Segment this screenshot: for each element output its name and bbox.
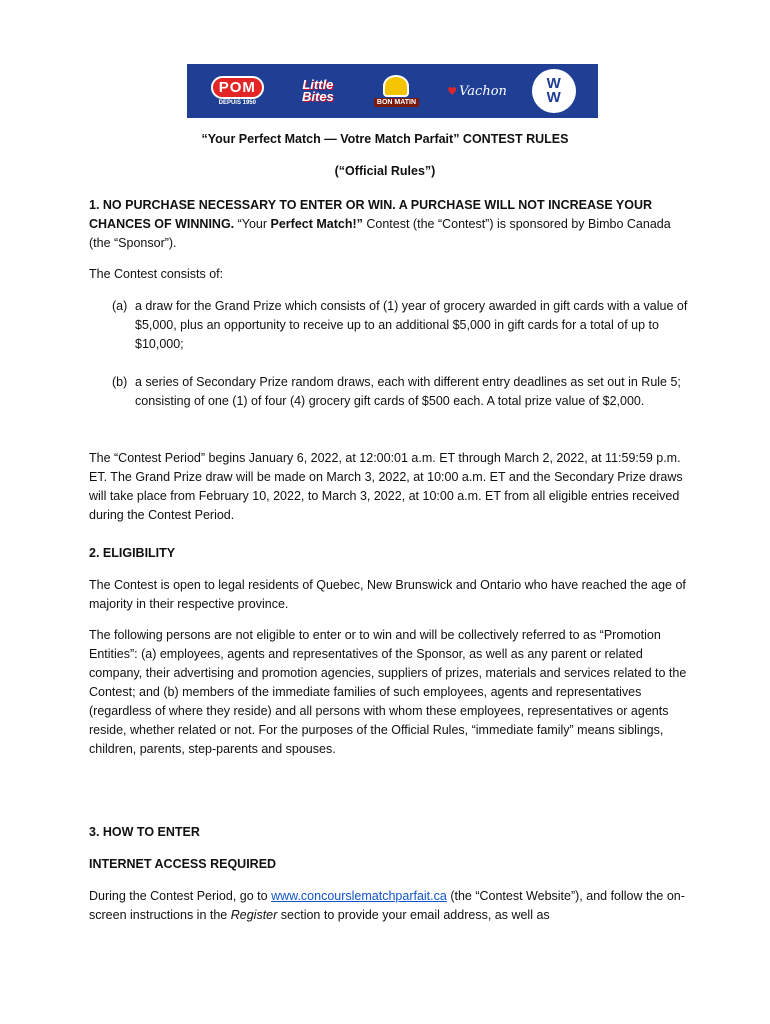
- vachon-mark-icon: ♥: [447, 84, 458, 98]
- section-3-register-text: Register: [230, 908, 278, 922]
- section-3-paragraph-1: [89, 887, 689, 925]
- little-bites-logo-top: Little: [302, 77, 334, 92]
- sponsor-logo-banner: [187, 64, 598, 118]
- contest-website-link[interactable]: www.concourslematchparfait.ca: [271, 889, 447, 903]
- list-item-b-marker: (b): [112, 375, 128, 389]
- page-subtitle: (“Official Rules”): [334, 164, 436, 178]
- list-item-b-text: a series of Secondary Prize random draws, each with different entry deadlines as set out in Rule 5; consisting of one (1) of four (4) grocery gift cards of $500 each. A total prize value of $2,000.: [135, 375, 681, 408]
- section-3-heading: 3. HOW TO ENTER: [89, 825, 200, 839]
- pom-logo: [209, 71, 265, 111]
- bon-matin-logo-text: BON MATIN: [374, 98, 419, 107]
- pom-logo-text: POM: [211, 76, 264, 99]
- ww-logo-bottom: W: [546, 89, 561, 106]
- section-2-paragraph-1: The Contest is open to legal residents of Quebec, New Brunswick and Ontario who have reached the age of majority in their respective province.: [89, 578, 686, 611]
- section-3-text-c: section to provide your email address, as well as: [277, 908, 550, 922]
- section-3-text-a: During the Contest Period, go to: [89, 889, 272, 903]
- list-item-a-marker: (a): [112, 299, 128, 313]
- little-bites-logo-bottom: Bites: [301, 89, 334, 104]
- section-2-paragraph-2: The following persons are not eligible to enter or to win and will be collectively referred to as “Promotion Entities”: (a) employees, agents and representatives of the Sponsor, as well as any parent or related company, their advertising and promotion agencies, suppliers of prizes, materials and services related to the Contest; and (b) members of the immediate families of such employees, agents and representatives (regardless of where they reside) and all persons with whom these employees, representatives or agents reside, whether related or not. For the purposes of the Official Rules, “immediate family” means siblings, children, parents, step-parents and spouses.: [89, 628, 687, 756]
- contest-consists-text: The Contest consists of:: [89, 267, 224, 281]
- list-item-b: [112, 373, 696, 411]
- page-title: “Your Perfect Match — Votre Match Parfait” CONTEST RULES: [201, 132, 569, 146]
- little-bites-logo: [290, 69, 346, 113]
- section-1-contest-name: Perfect Match!”: [270, 217, 363, 231]
- section-1-paragraph: [89, 196, 689, 253]
- section-3-subheading: INTERNET ACCESS REQUIRED: [89, 857, 277, 871]
- bon-matin-logo: [370, 69, 422, 113]
- section-1-heading: 1. NO PURCHASE NECESSARY TO ENTER OR WIN. A PURCHASE WILL NOT INCREASE YOUR CHANCES OF WINNING.: [89, 198, 653, 231]
- ww-logo: [532, 69, 576, 113]
- section-1-text-c: Contest (the “Contest”) is sponsored by Bimbo Canada (the “Sponsor”).: [89, 217, 671, 250]
- section-1-text-a: “Your: [234, 217, 271, 231]
- ww-logo-top: W: [546, 75, 561, 92]
- section-3-text-b: (the “Contest Website”), and follow the on-screen instructions in the: [89, 889, 685, 922]
- vachon-logo: [447, 76, 507, 106]
- list-item-a: [112, 297, 696, 354]
- vachon-logo-text: Vachon: [459, 83, 507, 99]
- section-2-heading: 2. ELIGIBILITY: [89, 546, 176, 560]
- list-item-a-text: a draw for the Grand Prize which consists of (1) year of grocery awarded in gift cards with a value of $5,000, plus an opportunity to receive up to an additional $5,000 in gift cards for a total of up to $10,000;: [135, 299, 688, 351]
- pom-logo-sub: DEPUIS 1950: [218, 100, 256, 106]
- contest-period-paragraph: The “Contest Period” begins January 6, 2022, at 12:00:01 a.m. ET through March 2, 2022, at 11:59:59 p.m. ET. The Grand Prize draw will be made on March 3, 2022, at 10:00 a.m. ET and the Secondary Prize draws will take place from February 10, 2022, to March 3, 2022, at 10:00 a.m. ET from all eligible entries received during the Contest Period.: [89, 451, 683, 522]
- sun-icon: [383, 75, 409, 97]
